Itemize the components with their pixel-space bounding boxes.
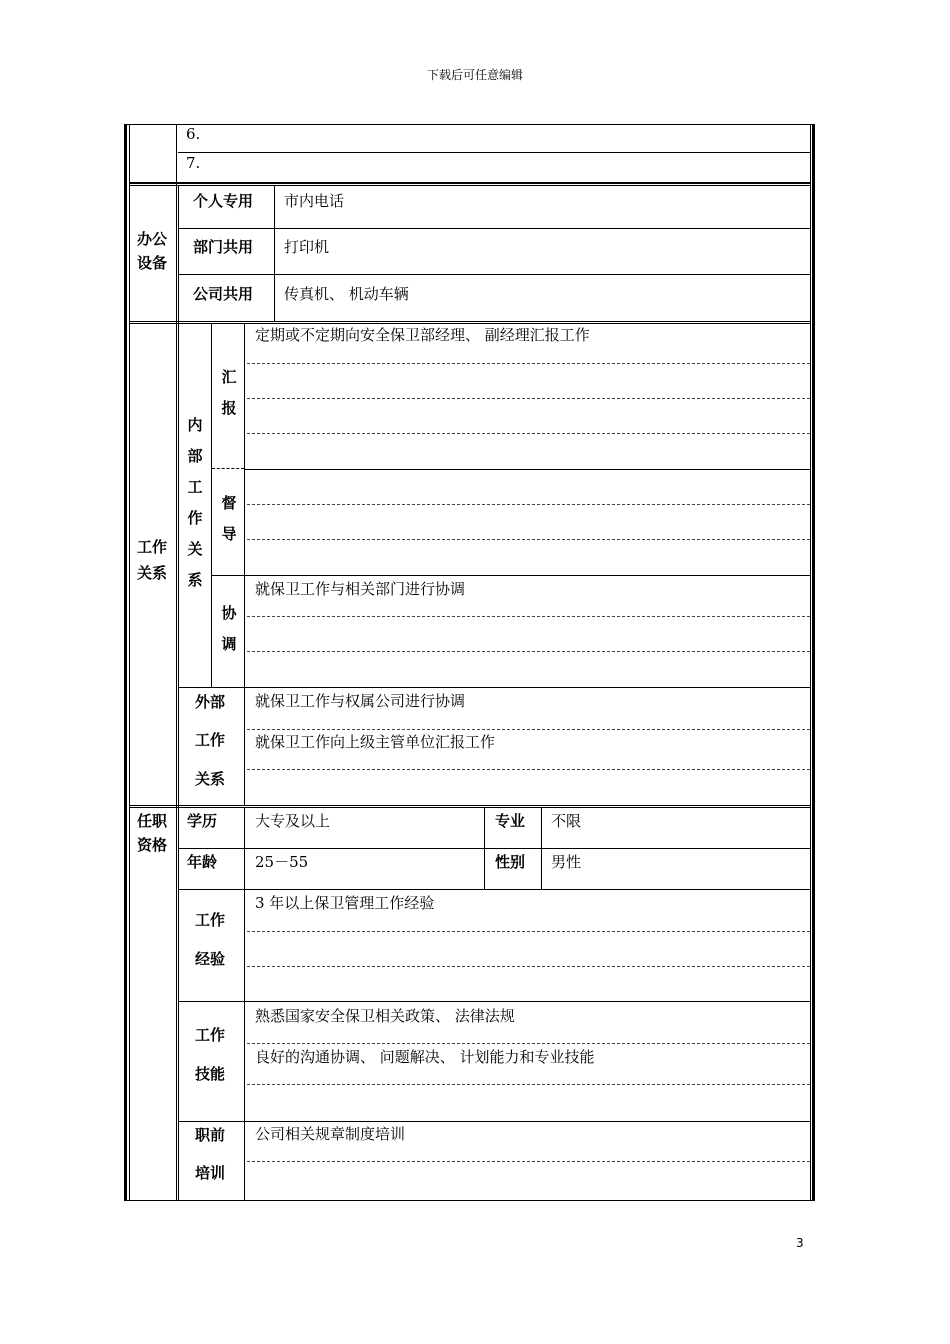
work-relations-label-1: 工作 [137,538,168,556]
coordinate-line-1: 就保卫工作与相关部门进行协调 [255,580,466,598]
office-equipment-label-2: 设备 [137,254,168,272]
section-divider-3b [130,807,810,808]
training-label-2: 培训 [195,1164,226,1182]
experience-dash-2 [247,966,810,967]
office-item-value-department: 打印机 [284,238,330,256]
skills-line-2: 良好的沟通协调、 问题解决、 计划能力和专业技能 [255,1048,595,1066]
report-label: 汇 报 [221,368,237,417]
external-dash-1 [247,729,810,730]
training-dash-1 [247,1161,810,1162]
gender-label: 性别 [495,853,526,871]
office-equipment-label-1: 办公 [137,230,168,248]
office-item-value-company: 传真机、 机动车辆 [284,285,409,303]
training-label-1: 职前 [195,1126,226,1144]
major-value: 不限 [551,812,582,830]
age-label: 年龄 [187,853,218,871]
supervise-row-divider [212,575,810,576]
table-left-border [124,124,127,1201]
section-divider-2 [130,321,810,322]
experience-label-1: 工作 [195,911,226,929]
external-label-3: 关系 [195,770,226,788]
coordinate-dash-1 [247,616,810,617]
external-line-2: 就保卫工作向上级主管单位汇报工作 [255,733,496,751]
internal-subcell-dash [212,468,244,469]
column-divider-1b [178,186,179,1201]
report-dash-3 [247,433,810,434]
internal-relations-label: 内 部 工 作 关 系 [187,416,203,589]
qualifications-row-divider-2 [178,889,810,890]
relations-content-divider [244,324,245,806]
supervise-label: 督 导 [221,494,237,543]
internal-external-divider [178,687,810,688]
office-item-label-department: 部门共用 [193,238,254,256]
office-column-divider [274,186,275,322]
section-divider-3 [130,805,810,806]
page-number: 3 [796,1236,804,1250]
row-6-text: 6. [186,125,201,143]
age-value: 25－55 [255,853,309,871]
gender-value: 男性 [551,853,582,871]
supervise-dash-1 [247,504,810,505]
experience-dash-1 [247,931,810,932]
skills-dash-2 [247,1084,810,1085]
office-item-value-personal: 市内电话 [284,192,345,210]
external-label-1: 外部 [195,693,226,711]
report-row-divider [245,469,810,470]
section-divider-1 [130,182,810,184]
report-dash-2 [247,398,810,399]
table-bottom-border [124,1200,815,1201]
qualifications-row-divider-1 [178,848,810,849]
supervise-dash-2 [247,539,810,540]
education-value: 大专及以上 [255,812,331,830]
qualifications-content-divider [244,808,245,1201]
office-item-label-personal: 个人专用 [193,192,254,210]
skills-label-2: 技能 [195,1065,226,1083]
external-dash-2 [247,769,810,770]
coordinate-dash-2 [247,651,810,652]
external-label-2: 工作 [195,731,226,749]
qualifications-row-divider-4 [178,1121,810,1122]
external-line-1: 就保卫工作与权属公司进行协调 [255,692,466,710]
qualifications-label-1: 任职 [137,812,168,830]
report-line-1: 定期或不定期向安全保卫部经理、 副经理汇报工作 [255,326,590,344]
section-divider-2b [130,323,810,324]
column-divider-1 [176,124,177,1201]
coordinate-label: 协 调 [221,604,237,653]
major-label: 专业 [495,812,526,830]
office-row-divider-2 [178,274,810,275]
office-item-label-company: 公司共用 [193,285,254,303]
office-row-divider-1 [178,228,810,229]
table-right-border-inner [810,124,811,1201]
table-top-border [124,124,815,125]
skills-line-1: 熟悉国家安全保卫相关政策、 法律法规 [255,1007,515,1025]
internal-subcolumn-divider [211,324,212,687]
work-relations-label-2: 关系 [137,564,168,582]
skills-dash-1 [247,1043,810,1044]
experience-line-1: 3 年以上保卫管理工作经验 [255,894,435,912]
skills-label-1: 工作 [195,1026,226,1044]
report-dash-1 [247,363,810,364]
row-7-text: 7. [186,154,201,172]
row-divider-6-7 [178,152,810,153]
qualifications-label-2: 资格 [137,836,168,854]
education-label: 学历 [187,812,218,830]
table-right-border [812,124,815,1201]
page-header: 下载后可任意编辑 [426,68,523,82]
section-divider-1b [130,185,810,186]
training-line-1: 公司相关规章制度培训 [255,1125,406,1143]
experience-label-2: 经验 [195,950,226,968]
table-left-border-inner [129,124,130,1201]
qualifications-row-divider-3 [178,1001,810,1002]
